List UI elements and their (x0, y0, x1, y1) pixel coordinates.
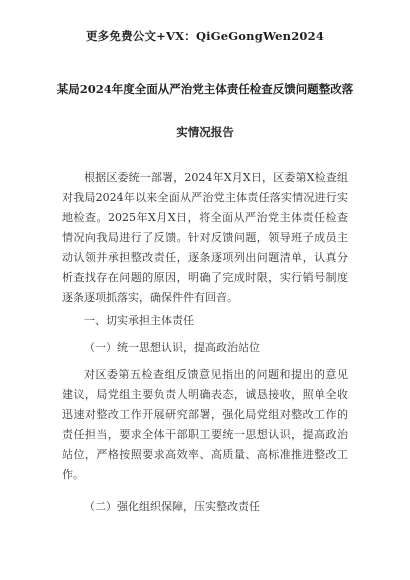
paragraph-line: 根据区委统一部署，2024年X月X日，区委第X检查组 (84, 171, 348, 184)
paragraph-line: 对区委第五检查组反馈意见指出的问题和提出的意见 (84, 368, 348, 381)
document-title-line-2: 实情况报告 (176, 125, 234, 139)
paragraph-line: 情况向我局进行了反馈。针对反馈问题，领导班子成员主 (62, 231, 348, 244)
paragraph-line: 动认领并承担整改责任，逐条逐项列出问题清单，认真分 (62, 251, 348, 264)
subsection-1-heading: （一）统一思想认识，提高政治站位 (84, 341, 260, 354)
paragraph-line: 建议，局党组主要负责人明确表态，诚恳接收，照单全收 (62, 388, 348, 401)
paragraph-line: 责任担当，要求全体干部职工要统一思想认识，提高政治 (62, 428, 348, 441)
paragraph-line: 站位，严格按照要求高效率、高质量、高标准推进整改工 (62, 448, 348, 461)
subsection-2-heading: （二）强化组织保障，压实整改责任 (84, 500, 260, 513)
paragraph-line: 析查找存在问题的原因，明确了完成时限，实行销号制度 (62, 271, 348, 284)
paragraph-line: 对我局2024年以来全面从严治党主体责任落实情况进行实 (62, 191, 348, 204)
paragraph-line: 地检查。2025年X月X日，将全面从严治党主体责任检查 (62, 211, 348, 224)
paragraph-line: 迅速对整改工作开展研究部署，强化局党组对整改工作的 (62, 408, 348, 421)
document-title-line-1: 某局2024年度全面从严治党主体责任检查反馈问题整改落 (56, 82, 354, 96)
paragraph-line: 逐条逐项抓落实，确保件件有回音。 (62, 291, 238, 304)
header-watermark: 更多免费公文+VX：QiGeGongWen2024 (85, 29, 325, 43)
intro-paragraph (62, 168, 348, 308)
subsection-1-paragraph (62, 365, 348, 485)
section-1-heading: 一、切实承担主体责任 (84, 314, 194, 327)
paragraph-line: 作。 (62, 468, 84, 481)
